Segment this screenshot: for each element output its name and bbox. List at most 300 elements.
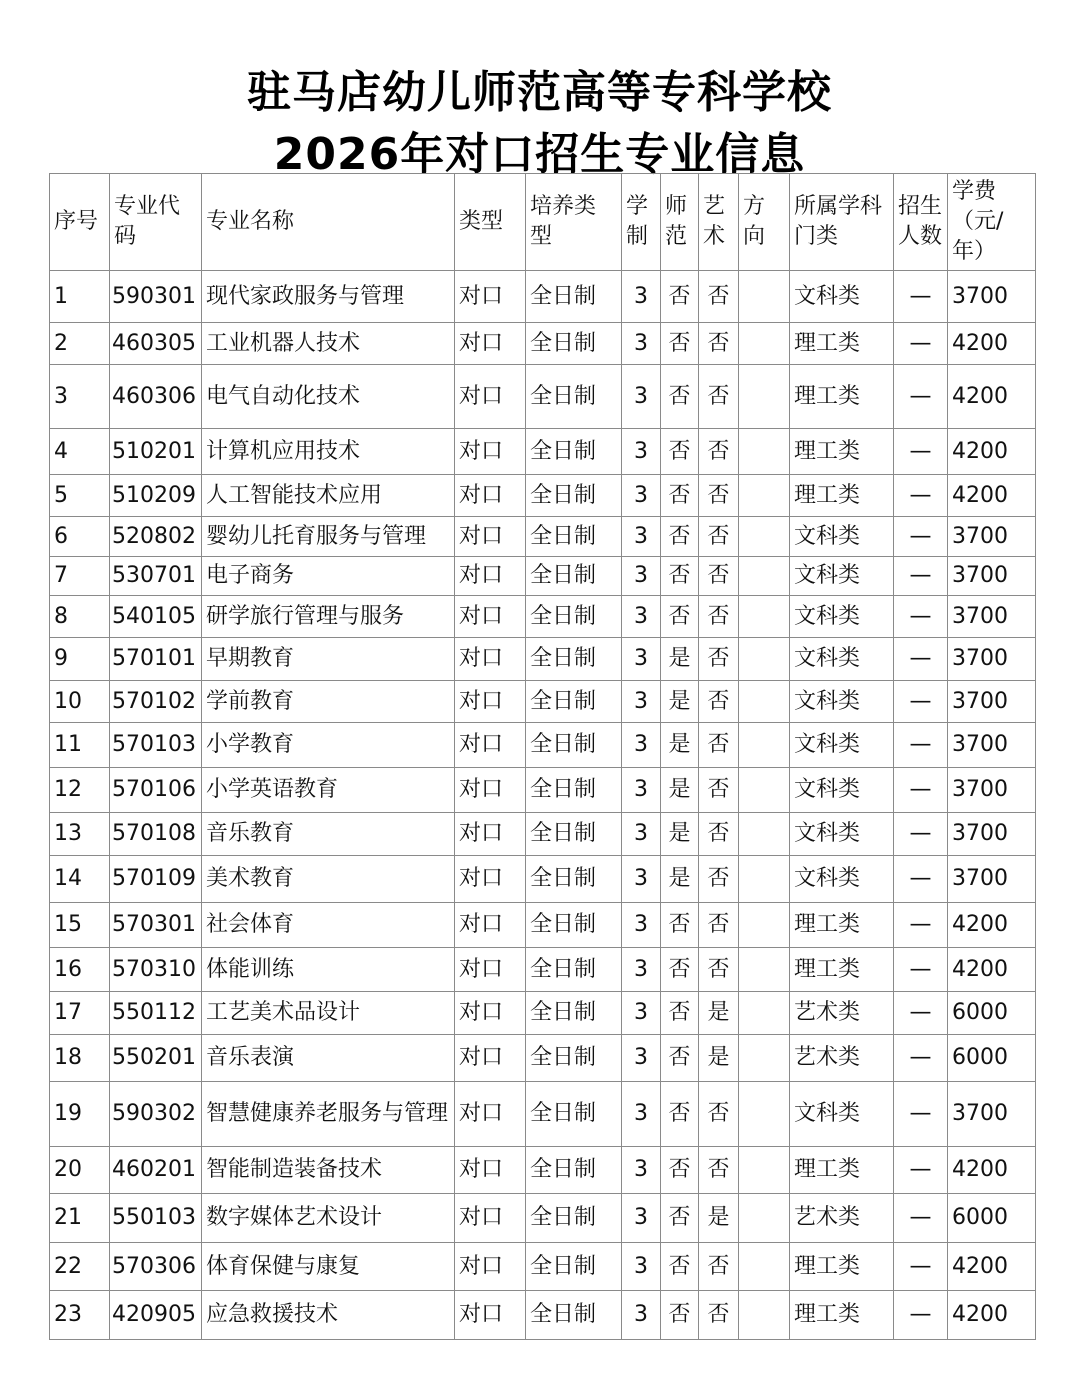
cell-direction [739, 429, 790, 475]
cell-normal: 否 [661, 903, 699, 948]
cell-enrollment: — [894, 517, 948, 557]
cell-code: 460305 [110, 323, 202, 365]
cell-type: 对口 [455, 681, 526, 723]
cell-direction [739, 596, 790, 638]
cell-enrollment: — [894, 948, 948, 992]
cell-art: 否 [699, 723, 739, 768]
cell-major-name: 电子商务 [202, 557, 455, 596]
cell-tuition: 3700 [948, 723, 1036, 768]
cell-type: 对口 [455, 271, 526, 323]
cell-tuition: 4200 [948, 323, 1036, 365]
cell-duration: 3 [622, 271, 661, 323]
cell-tuition: 4200 [948, 903, 1036, 948]
cell-tuition: 4200 [948, 1147, 1036, 1194]
cell-normal: 否 [661, 365, 699, 429]
cell-index: 21 [50, 1194, 110, 1243]
cell-type: 对口 [455, 856, 526, 903]
cell-enrollment: — [894, 365, 948, 429]
cell-tuition: 3700 [948, 517, 1036, 557]
cell-normal: 否 [661, 429, 699, 475]
cell-major-name: 电气自动化技术 [202, 365, 455, 429]
cell-training-type: 全日制 [526, 1082, 622, 1147]
cell-training-type: 全日制 [526, 813, 622, 856]
cell-code: 570102 [110, 681, 202, 723]
cell-discipline: 理工类 [790, 1291, 894, 1340]
cell-tuition: 4200 [948, 475, 1036, 517]
cell-normal: 是 [661, 638, 699, 681]
cell-code: 550112 [110, 992, 202, 1035]
cell-major-name: 应急救援技术 [202, 1291, 455, 1340]
table-row [50, 429, 1036, 475]
cell-discipline: 理工类 [790, 429, 894, 475]
cell-code: 550201 [110, 1035, 202, 1082]
cell-tuition: 6000 [948, 1035, 1036, 1082]
cell-training-type: 全日制 [526, 1291, 622, 1340]
cell-index: 9 [50, 638, 110, 681]
cell-training-type: 全日制 [526, 557, 622, 596]
cell-type: 对口 [455, 517, 526, 557]
cell-direction [739, 903, 790, 948]
cell-normal: 否 [661, 1082, 699, 1147]
cell-index: 11 [50, 723, 110, 768]
cell-art: 否 [699, 1243, 739, 1291]
cell-index: 17 [50, 992, 110, 1035]
cell-tuition: 3700 [948, 856, 1036, 903]
document-subtitle: 2026年对口招生专业信息 [273, 129, 806, 180]
cell-enrollment: — [894, 903, 948, 948]
cell-discipline: 文科类 [790, 596, 894, 638]
cell-tuition: 4200 [948, 1243, 1036, 1291]
cell-duration: 3 [622, 1243, 661, 1291]
cell-index: 13 [50, 813, 110, 856]
cell-art: 否 [699, 813, 739, 856]
table-row [50, 365, 1036, 429]
cell-index: 20 [50, 1147, 110, 1194]
cell-index: 15 [50, 903, 110, 948]
cell-code: 570301 [110, 903, 202, 948]
cell-major-name: 研学旅行管理与服务 [202, 596, 455, 638]
cell-direction [739, 856, 790, 903]
cell-duration: 3 [622, 1147, 661, 1194]
cell-discipline: 文科类 [790, 723, 894, 768]
table-row [50, 557, 1036, 596]
cell-index: 14 [50, 856, 110, 903]
cell-art: 否 [699, 1291, 739, 1340]
cell-code: 540105 [110, 596, 202, 638]
cell-type: 对口 [455, 1194, 526, 1243]
cell-index: 8 [50, 596, 110, 638]
cell-type: 对口 [455, 1147, 526, 1194]
cell-discipline: 艺术类 [790, 992, 894, 1035]
cell-discipline: 理工类 [790, 323, 894, 365]
cell-index: 12 [50, 768, 110, 813]
cell-tuition: 3700 [948, 1082, 1036, 1147]
cell-art: 否 [699, 681, 739, 723]
cell-duration: 3 [622, 1082, 661, 1147]
cell-training-type: 全日制 [526, 475, 622, 517]
cell-art: 是 [699, 992, 739, 1035]
cell-tuition: 6000 [948, 992, 1036, 1035]
cell-duration: 3 [622, 638, 661, 681]
cell-enrollment: — [894, 475, 948, 517]
cell-art: 否 [699, 323, 739, 365]
cell-duration: 3 [622, 903, 661, 948]
cell-major-name: 体能训练 [202, 948, 455, 992]
cell-tuition: 3700 [948, 271, 1036, 323]
cell-training-type: 全日制 [526, 1147, 622, 1194]
cell-enrollment: — [894, 723, 948, 768]
cell-major-name: 早期教育 [202, 638, 455, 681]
cell-duration: 3 [622, 1035, 661, 1082]
cell-duration: 3 [622, 365, 661, 429]
cell-training-type: 全日制 [526, 723, 622, 768]
cell-duration: 3 [622, 813, 661, 856]
cell-enrollment: — [894, 813, 948, 856]
cell-enrollment: — [894, 429, 948, 475]
cell-type: 对口 [455, 557, 526, 596]
cell-art: 否 [699, 768, 739, 813]
table-row [50, 517, 1036, 557]
cell-enrollment: — [894, 1147, 948, 1194]
cell-normal: 是 [661, 723, 699, 768]
cell-enrollment: — [894, 1082, 948, 1147]
cell-index: 10 [50, 681, 110, 723]
cell-training-type: 全日制 [526, 596, 622, 638]
cell-enrollment: — [894, 638, 948, 681]
cell-duration: 3 [622, 557, 661, 596]
cell-art: 是 [699, 1035, 739, 1082]
cell-discipline: 文科类 [790, 517, 894, 557]
cell-tuition: 3700 [948, 681, 1036, 723]
cell-art: 否 [699, 856, 739, 903]
cell-type: 对口 [455, 1082, 526, 1147]
cell-index: 19 [50, 1082, 110, 1147]
cell-discipline: 理工类 [790, 1243, 894, 1291]
cell-major-name: 计算机应用技术 [202, 429, 455, 475]
cell-art: 否 [699, 948, 739, 992]
cell-training-type: 全日制 [526, 1194, 622, 1243]
table-row [50, 638, 1036, 681]
cell-type: 对口 [455, 723, 526, 768]
cell-normal: 否 [661, 1194, 699, 1243]
cell-enrollment: — [894, 681, 948, 723]
cell-tuition: 6000 [948, 1194, 1036, 1243]
cell-direction [739, 638, 790, 681]
cell-training-type: 全日制 [526, 903, 622, 948]
cell-enrollment: — [894, 596, 948, 638]
cell-training-type: 全日制 [526, 517, 622, 557]
header-art: 艺术 [699, 174, 739, 271]
cell-major-name: 音乐表演 [202, 1035, 455, 1082]
cell-direction [739, 948, 790, 992]
cell-type: 对口 [455, 475, 526, 517]
cell-training-type: 全日制 [526, 1035, 622, 1082]
cell-direction [739, 1035, 790, 1082]
cell-direction [739, 365, 790, 429]
cell-code: 570310 [110, 948, 202, 992]
cell-tuition: 4200 [948, 948, 1036, 992]
header-major-name: 专业名称 [202, 174, 455, 271]
table-row [50, 1147, 1036, 1194]
header-tuition: 学费（元/年） [948, 174, 1036, 271]
cell-index: 23 [50, 1291, 110, 1340]
cell-tuition: 3700 [948, 768, 1036, 813]
cell-direction [739, 475, 790, 517]
header-normal: 师范 [661, 174, 699, 271]
cell-index: 6 [50, 517, 110, 557]
cell-code: 460306 [110, 365, 202, 429]
header-code: 专业代码 [110, 174, 202, 271]
cell-enrollment: — [894, 1194, 948, 1243]
cell-training-type: 全日制 [526, 768, 622, 813]
cell-tuition: 3700 [948, 557, 1036, 596]
cell-normal: 是 [661, 856, 699, 903]
cell-training-type: 全日制 [526, 992, 622, 1035]
cell-code: 570106 [110, 768, 202, 813]
table-row [50, 475, 1036, 517]
cell-major-name: 音乐教育 [202, 813, 455, 856]
table-row [50, 1035, 1036, 1082]
cell-major-name: 智能制造装备技术 [202, 1147, 455, 1194]
cell-duration: 3 [622, 948, 661, 992]
cell-direction [739, 1147, 790, 1194]
cell-duration: 3 [622, 475, 661, 517]
cell-training-type: 全日制 [526, 1243, 622, 1291]
cell-normal: 否 [661, 1291, 699, 1340]
cell-training-type: 全日制 [526, 429, 622, 475]
cell-major-name: 社会体育 [202, 903, 455, 948]
cell-art: 否 [699, 1082, 739, 1147]
cell-direction [739, 681, 790, 723]
cell-discipline: 文科类 [790, 768, 894, 813]
header-index: 序号 [50, 174, 110, 271]
table-row [50, 323, 1036, 365]
cell-training-type: 全日制 [526, 948, 622, 992]
cell-code: 460201 [110, 1147, 202, 1194]
cell-enrollment: — [894, 992, 948, 1035]
cell-code: 530701 [110, 557, 202, 596]
cell-major-name: 现代家政服务与管理 [202, 271, 455, 323]
header-type: 类型 [455, 174, 526, 271]
cell-normal: 否 [661, 992, 699, 1035]
cell-art: 否 [699, 1147, 739, 1194]
cell-index: 22 [50, 1243, 110, 1291]
cell-major-name: 体育保健与康复 [202, 1243, 455, 1291]
cell-duration: 3 [622, 1194, 661, 1243]
table-row [50, 992, 1036, 1035]
cell-discipline: 艺术类 [790, 1194, 894, 1243]
cell-discipline: 理工类 [790, 1147, 894, 1194]
cell-tuition: 4200 [948, 365, 1036, 429]
cell-major-name: 数字媒体艺术设计 [202, 1194, 455, 1243]
cell-direction [739, 517, 790, 557]
cell-duration: 3 [622, 723, 661, 768]
cell-code: 570306 [110, 1243, 202, 1291]
cell-type: 对口 [455, 429, 526, 475]
cell-major-name: 智慧健康养老服务与管理 [202, 1082, 455, 1147]
cell-discipline: 理工类 [790, 475, 894, 517]
cell-code: 570101 [110, 638, 202, 681]
cell-direction [739, 723, 790, 768]
cell-major-name: 工艺美术品设计 [202, 992, 455, 1035]
cell-type: 对口 [455, 1291, 526, 1340]
cell-type: 对口 [455, 948, 526, 992]
document-title: 驻马店幼儿师范高等专科学校 [247, 67, 832, 118]
cell-code: 550103 [110, 1194, 202, 1243]
cell-major-name: 小学教育 [202, 723, 455, 768]
cell-enrollment: — [894, 271, 948, 323]
cell-index: 1 [50, 271, 110, 323]
table-row [50, 1291, 1036, 1340]
cell-code: 510209 [110, 475, 202, 517]
cell-normal: 是 [661, 813, 699, 856]
cell-duration: 3 [622, 517, 661, 557]
cell-duration: 3 [622, 1291, 661, 1340]
cell-art: 否 [699, 517, 739, 557]
cell-tuition: 3700 [948, 638, 1036, 681]
cell-discipline: 文科类 [790, 856, 894, 903]
cell-major-name: 婴幼儿托育服务与管理 [202, 517, 455, 557]
cell-tuition: 4200 [948, 1291, 1036, 1340]
cell-index: 5 [50, 475, 110, 517]
table-row [50, 856, 1036, 903]
cell-type: 对口 [455, 323, 526, 365]
cell-normal: 是 [661, 768, 699, 813]
cell-art: 否 [699, 638, 739, 681]
table-row [50, 1243, 1036, 1291]
cell-index: 16 [50, 948, 110, 992]
cell-enrollment: — [894, 1035, 948, 1082]
cell-art: 否 [699, 903, 739, 948]
header-row [50, 174, 1036, 271]
cell-art: 否 [699, 429, 739, 475]
cell-direction [739, 557, 790, 596]
cell-tuition: 4200 [948, 429, 1036, 475]
cell-normal: 否 [661, 948, 699, 992]
cell-art: 否 [699, 271, 739, 323]
cell-training-type: 全日制 [526, 365, 622, 429]
cell-art: 否 [699, 596, 739, 638]
cell-training-type: 全日制 [526, 638, 622, 681]
cell-duration: 3 [622, 681, 661, 723]
cell-index: 2 [50, 323, 110, 365]
cell-tuition: 3700 [948, 596, 1036, 638]
cell-index: 4 [50, 429, 110, 475]
cell-training-type: 全日制 [526, 681, 622, 723]
cell-type: 对口 [455, 1035, 526, 1082]
cell-direction [739, 323, 790, 365]
cell-major-name: 人工智能技术应用 [202, 475, 455, 517]
cell-code: 510201 [110, 429, 202, 475]
cell-enrollment: — [894, 1243, 948, 1291]
cell-discipline: 艺术类 [790, 1035, 894, 1082]
header-discipline: 所属学科门类 [790, 174, 894, 271]
cell-normal: 否 [661, 1035, 699, 1082]
cell-discipline: 文科类 [790, 813, 894, 856]
cell-discipline: 文科类 [790, 271, 894, 323]
cell-code: 590302 [110, 1082, 202, 1147]
table-row [50, 681, 1036, 723]
table-row [50, 1194, 1036, 1243]
cell-duration: 3 [622, 768, 661, 813]
cell-code: 570108 [110, 813, 202, 856]
table-row [50, 271, 1036, 323]
cell-discipline: 文科类 [790, 681, 894, 723]
cell-major-name: 小学英语教育 [202, 768, 455, 813]
cell-type: 对口 [455, 1243, 526, 1291]
cell-normal: 否 [661, 557, 699, 596]
cell-duration: 3 [622, 596, 661, 638]
cell-major-name: 工业机器人技术 [202, 323, 455, 365]
cell-normal: 否 [661, 475, 699, 517]
cell-normal: 否 [661, 271, 699, 323]
cell-code: 590301 [110, 271, 202, 323]
cell-code: 570103 [110, 723, 202, 768]
header-duration: 学制 [622, 174, 661, 271]
cell-direction [739, 1082, 790, 1147]
cell-normal: 否 [661, 323, 699, 365]
cell-code: 420905 [110, 1291, 202, 1340]
cell-training-type: 全日制 [526, 271, 622, 323]
cell-normal: 否 [661, 596, 699, 638]
cell-type: 对口 [455, 365, 526, 429]
cell-major-name: 美术教育 [202, 856, 455, 903]
table-row [50, 903, 1036, 948]
cell-duration: 3 [622, 992, 661, 1035]
cell-code: 570109 [110, 856, 202, 903]
header-training-type: 培养类型 [526, 174, 622, 271]
cell-enrollment: — [894, 768, 948, 813]
cell-direction [739, 1291, 790, 1340]
cell-art: 否 [699, 557, 739, 596]
cell-duration: 3 [622, 429, 661, 475]
cell-training-type: 全日制 [526, 856, 622, 903]
cell-discipline: 文科类 [790, 638, 894, 681]
cell-major-name: 学前教育 [202, 681, 455, 723]
table-row [50, 723, 1036, 768]
table-row [50, 768, 1036, 813]
cell-duration: 3 [622, 323, 661, 365]
cell-direction [739, 992, 790, 1035]
cell-normal: 否 [661, 1243, 699, 1291]
cell-discipline: 文科类 [790, 1082, 894, 1147]
cell-enrollment: — [894, 323, 948, 365]
table-row [50, 596, 1036, 638]
cell-code: 520802 [110, 517, 202, 557]
table-row [50, 1082, 1036, 1147]
table-row [50, 948, 1036, 992]
cell-type: 对口 [455, 903, 526, 948]
cell-enrollment: — [894, 1291, 948, 1340]
header-direction: 方向 [739, 174, 790, 271]
cell-type: 对口 [455, 813, 526, 856]
header-enrollment: 招生人数 [894, 174, 948, 271]
cell-type: 对口 [455, 768, 526, 813]
cell-normal: 否 [661, 517, 699, 557]
cell-enrollment: — [894, 557, 948, 596]
cell-normal: 是 [661, 681, 699, 723]
cell-direction [739, 1243, 790, 1291]
cell-discipline: 文科类 [790, 557, 894, 596]
cell-art: 是 [699, 1194, 739, 1243]
cell-type: 对口 [455, 638, 526, 681]
cell-normal: 否 [661, 1147, 699, 1194]
cell-direction [739, 1194, 790, 1243]
cell-art: 否 [699, 365, 739, 429]
cell-discipline: 理工类 [790, 903, 894, 948]
majors-table [49, 173, 1036, 1340]
cell-discipline: 理工类 [790, 948, 894, 992]
